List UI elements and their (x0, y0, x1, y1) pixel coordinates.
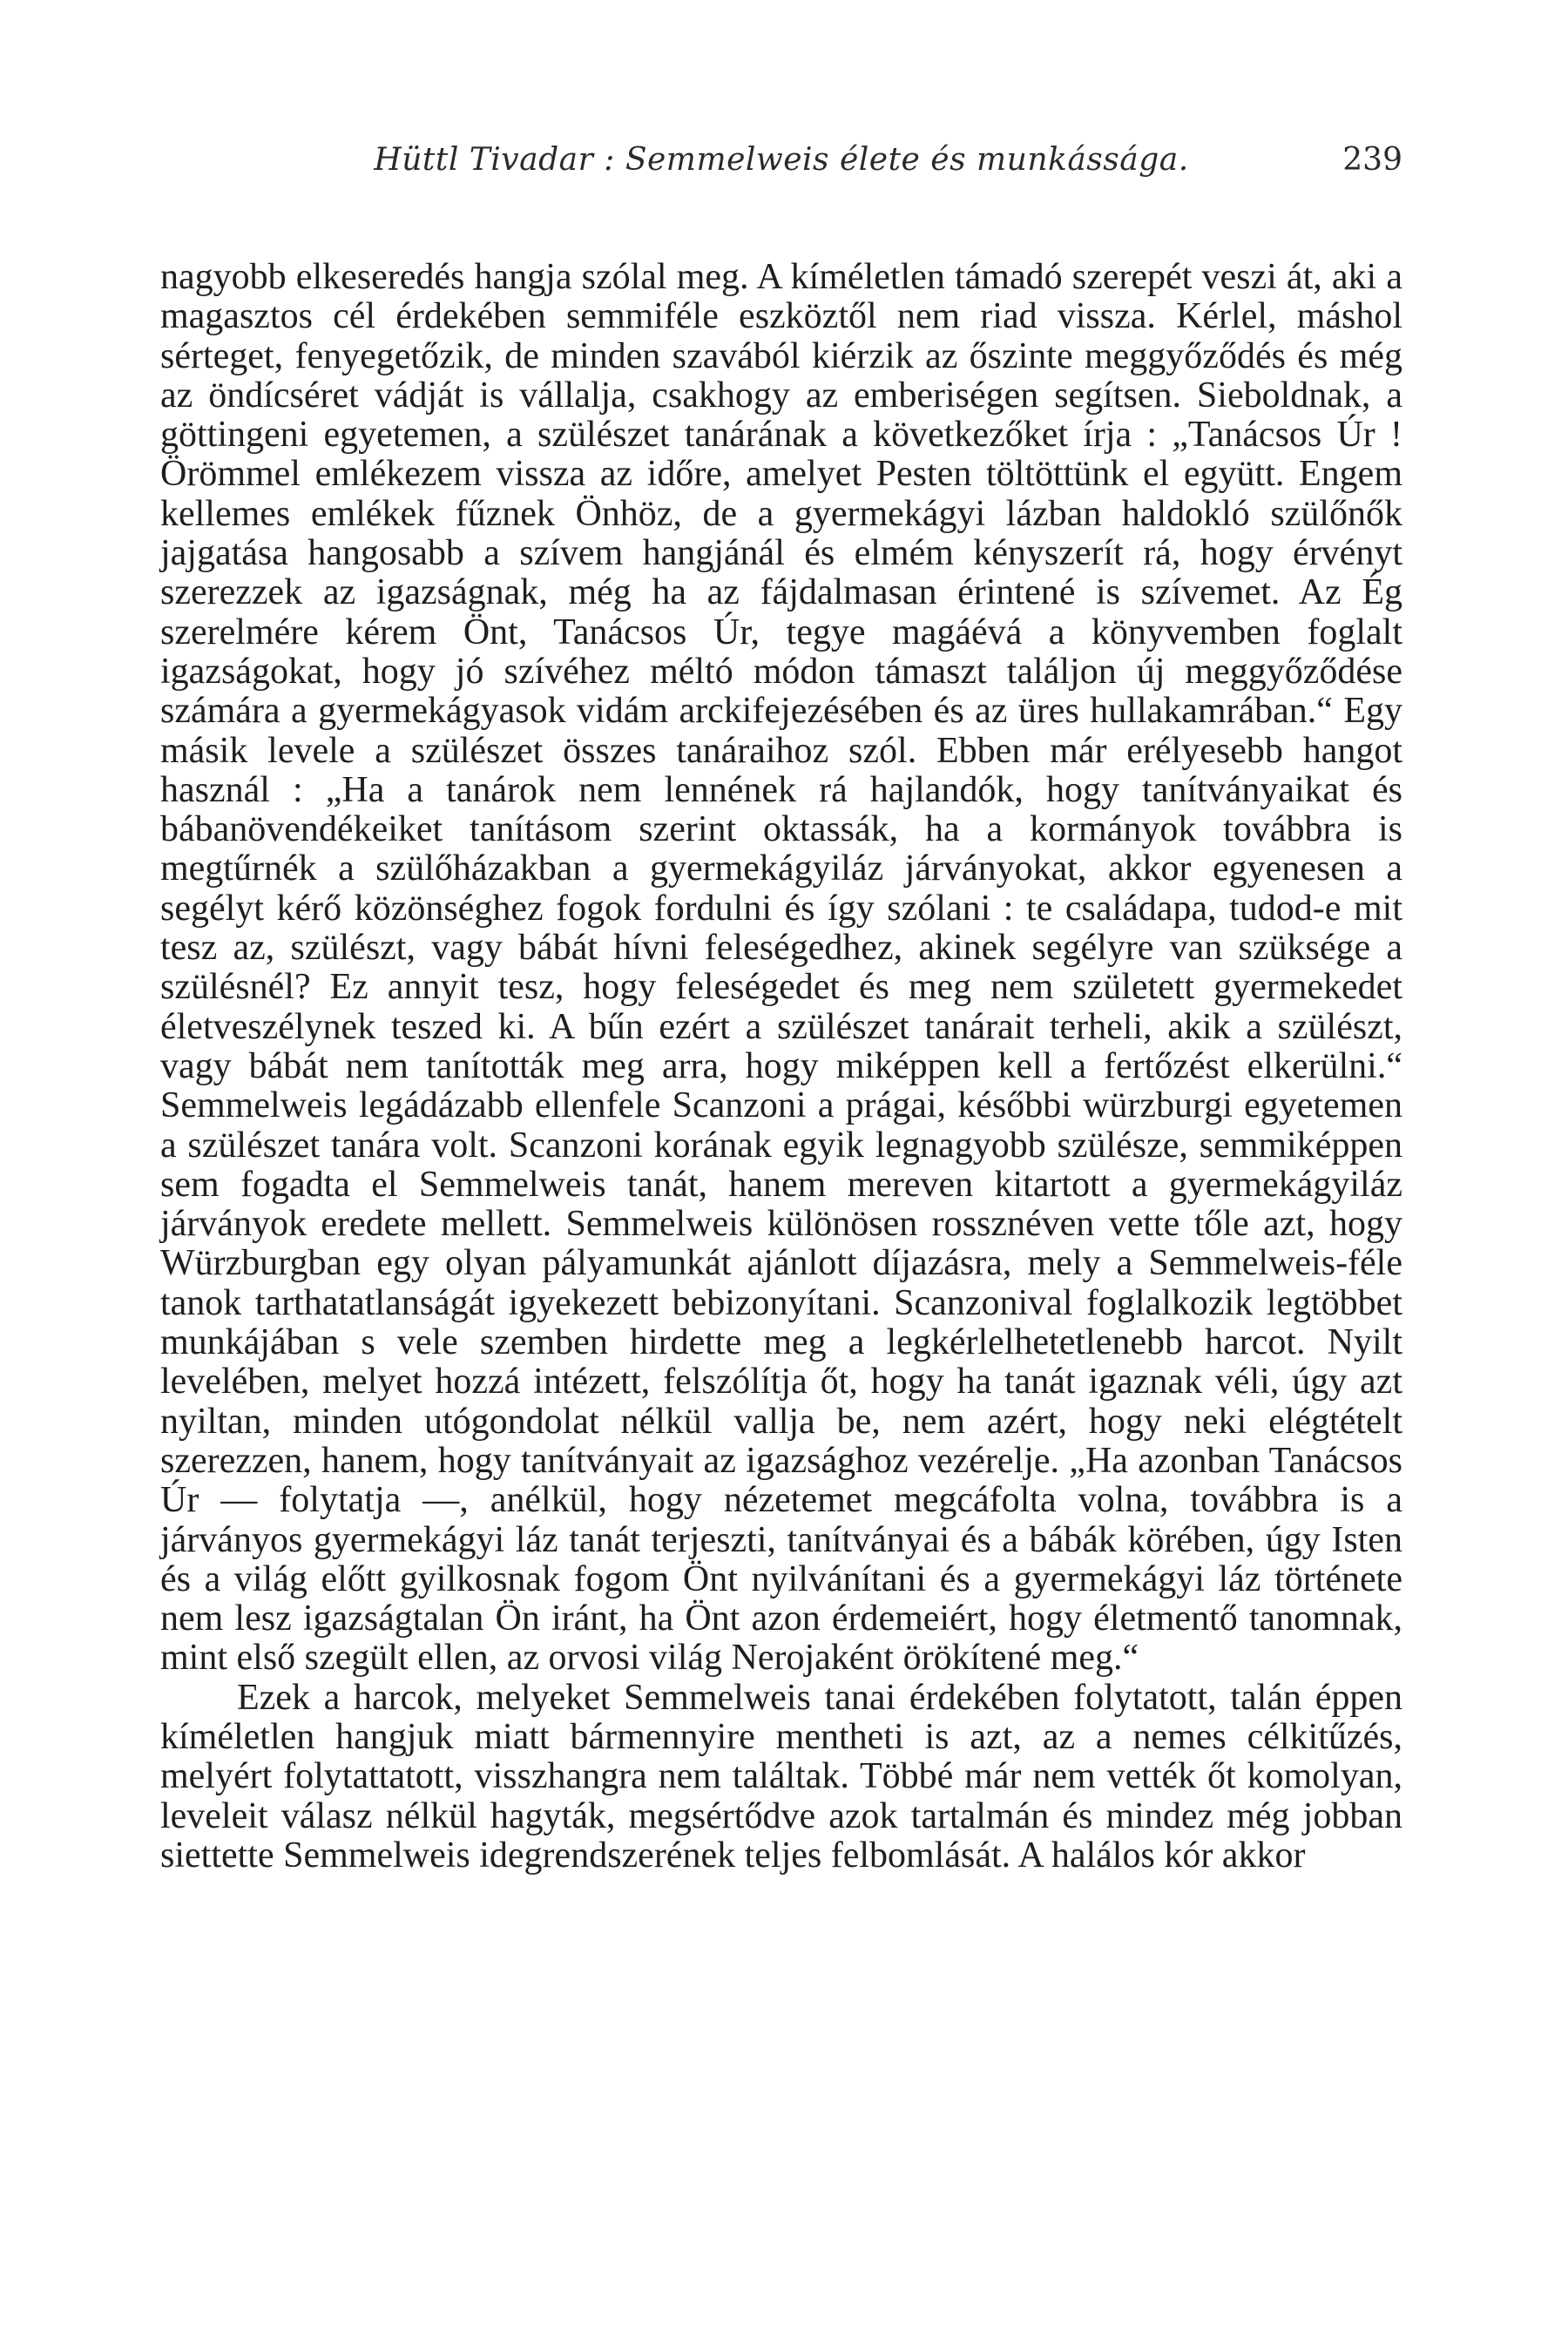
running-title: Hüttl Tivadar : Semmelweis élete és munkássága. (374, 142, 1189, 178)
page-number: 239 (1342, 142, 1402, 178)
paragraph: Ezek a harcok, melyeket Semmelweis tanai érdekében folytatott, talán éppen kíméletlen hangjuk miatt bármennyire mentheti is azt, az a nemes célkitűzés, melyért folytattatott, visszhangra nem találtak. Többé már nem vették őt komolyan, leveleit válasz nélkül hagyták, megsértődve azok tartalmán és mindez még jobban siettette Semmelweis idegrendszerének teljes felbomlását. A halálos kór akkor (160, 1677, 1402, 1876)
paragraph: nagyobb elkeseredés hangja szólal meg. A kíméletlen támadó szerepét veszi át, aki a magasztos cél érdekében semmiféle eszköztől nem riad vissza. Kérlel, máshol sérteget, fenyegetőzik, de minden szavából kiérzik az őszinte meggyőződés és még az öndícséret vádját is vállalja, csakhogy az emberiségen segítsen. Sieboldnak, a göttingeni egyetemen, a szülészet tanárának a következőket írja : „Tanácsos Úr ! Örömmel emlékezem vissza az időre, amelyet Pesten töltöttünk el együtt. Engem kellemes emlékek fűznek Önhöz, de a gyermekágyi lázban haldokló szülőnők jajgatása hangosabb a szívem hangjánál és elmém kényszerít rá, hogy érvényt szerezzek az igazságnak, még ha az fájdalmasan érintené is szívemet. Az Ég szerelmére kérem Önt, Tanácsos Úr, tegye magáévá a könyvemben foglalt igazságokat, hogy jó szívéhez méltó módon támaszt találjon új meggyőződése számára a gyermekágyasok vidám arckifejezésében és az üres hullakamrában.“ Egy másik levele a szülészet összes tanáraihoz szól. Ebben már erélyesebb hangot használ : „Ha a tanárok nem lennének rá hajlandók, hogy tanítványaikat és bábanövendékeiket tanításom szerint oktassák, ha a kormányok továbbra is megtűrnék a szülőházakban a gyermekágyiláz járványokat, akkor egyenesen a segélyt kérő közönséghez fogok fordulni és így szólani : te családapa, tudod-e mit tesz az, szülészt, vagy bábát hívni feleségedhez, akinek segélyre van szüksége a szülésnél? Ez annyit tesz, hogy feleségedet és meg nem született gyermekedet életveszélynek teszed ki. A bűn ezért a szülészet tanárait terheli, akik a szülészt, vagy bábát nem tanították meg arra, hogy miképpen kell a fertőzést elkerülni.“ Semmelweis legádázabb ellenfele Scanzoni a prágai, későbbi würzburgi egyetemen a szülészet tanára volt. Scanzoni korának egyik legnagyobb szülésze, semmiképpen sem fogadta el Semmelweis tanát, hanem mereven kitartott a gyermekágyiláz járványok eredete mellett. Semmelweis különösen rossznéven vette tőle azt, hogy Würzburgban egy olyan pályamunkát ajánlott díjazásra, mely a Semmelweis-féle tanok tarthatatlanságát igyekezett bebizonyítani. Scanzonival foglalkozik legtöbbet munkájában s vele szemben hirdette meg a legkérlelhetetlenebb harcot. Nyilt levelében, melyet hozzá intézett, felszólítja őt, hogy ha tanát igaznak véli, úgy azt nyiltan, minden utógondolat nélkül vallja be, nem azért, hogy neki elégtételt szerezzen, hanem, hogy tanítványait az igazsághoz vezérelje. „Ha azonban Tanácsos Úr — folytatja —, anélkül, hogy nézetemet megcáfolta volna, továbbra is a járványos gyermekágyi láz tanát terjeszti, tanítványai és a bábák körében, úgy Isten és a világ előtt gyilkosnak fogom Önt nyilvánítani és a gyermekágyi láz története nem lesz igazságtalan Ön iránt, ha Önt azon érdemeiért, hogy életmentő tanomnak, mint első szegült ellen, az orvosi világ Nerojaként örökítené meg.“ (160, 257, 1402, 1679)
running-header (160, 136, 1402, 185)
body-text (160, 258, 1402, 1876)
